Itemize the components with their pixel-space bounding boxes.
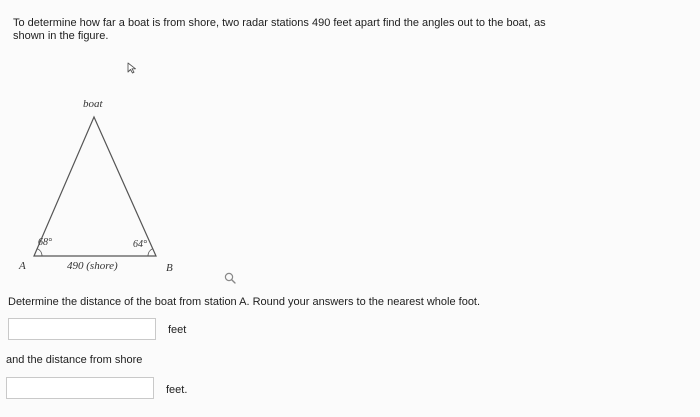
- search-icon[interactable]: [224, 272, 236, 284]
- problem-statement: To determine how far a boat is from shore, two radar stations 490 feet apart find the angles out to the boat, as shown in the figure.: [13, 17, 546, 42]
- second-question-prompt: and the distance from shore: [6, 354, 143, 366]
- apex-label: boat: [83, 98, 103, 110]
- distance-from-shore-input[interactable]: [6, 377, 154, 399]
- triangle-outline: [34, 117, 156, 256]
- answer2-unit-label: feet.: [166, 384, 188, 396]
- question-prompt: Determine the distance of the boat from station A. Round your answers to the nearest whole foot.: [8, 296, 481, 308]
- angle-b-label: 64°: [133, 239, 147, 250]
- base-label: 490 (shore): [67, 260, 118, 272]
- vertex-b-label: B: [166, 262, 173, 274]
- angle-b-arc: [148, 249, 153, 256]
- vertex-a-label: A: [19, 260, 26, 272]
- distance-from-a-input[interactable]: [8, 318, 156, 340]
- answer1-unit-label: feet: [168, 324, 187, 336]
- angle-a-label: 68°: [38, 237, 52, 248]
- angle-a-arc: [37, 249, 42, 256]
